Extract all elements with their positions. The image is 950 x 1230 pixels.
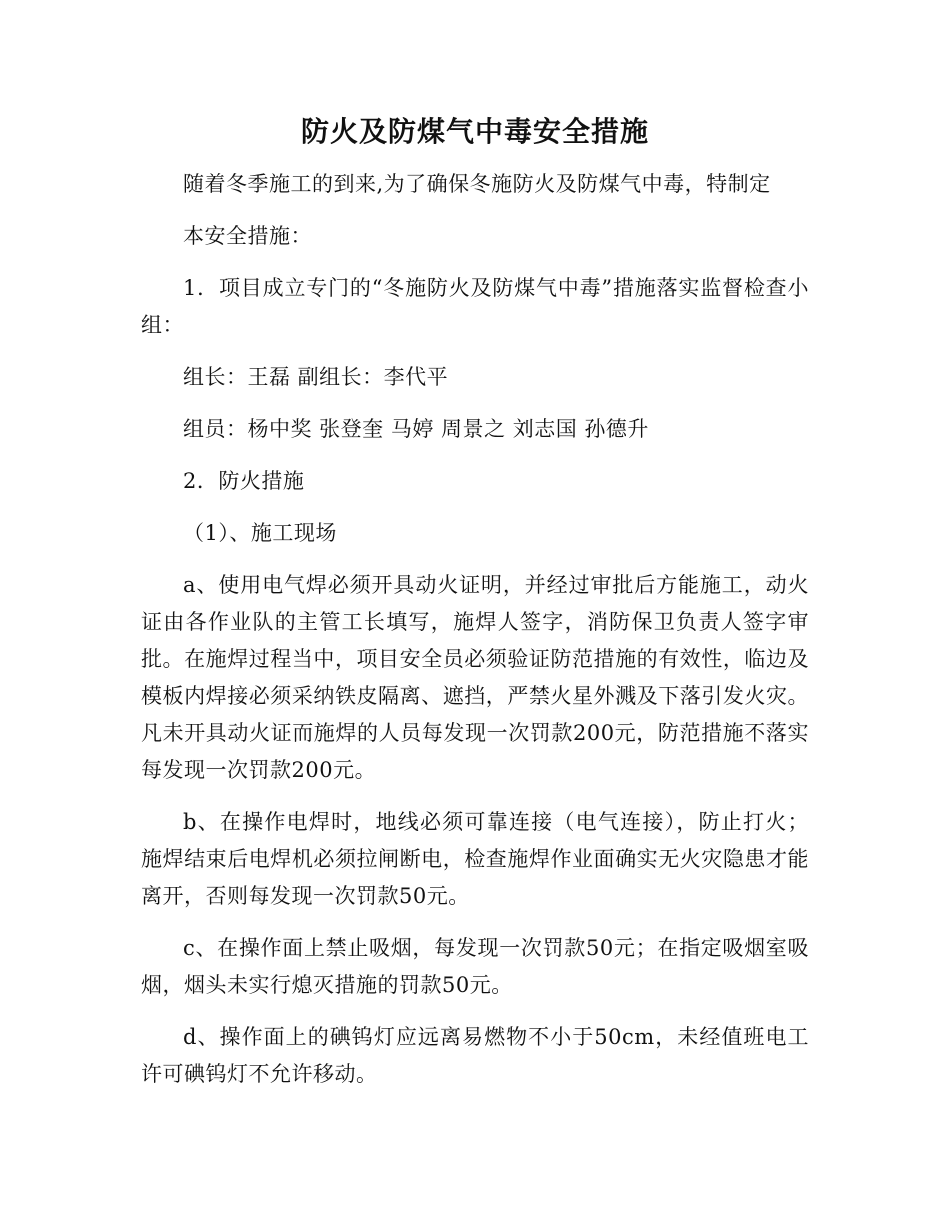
paragraph-b: b、在操作电焊时，地线必须可靠连接（电气连接），防止打火；施焊结束后电焊机必须拉闸断电，检查施焊作业面确实无火灾隐患才能离开，否则每发现一次罚款50元。 (141, 810, 809, 908)
paragraph-subitem-1: （1）、施工现场 (183, 521, 337, 545)
paragraph-a: a、使用电气焊必须开具动火证明，并经过审批后方能施工，动火证由各作业队的主管工长填写，施焊人签字，消防保卫负责人签字审批。在施焊过程当中，项目安全员必须验证防范措施的有效性，临边及模板内焊接必须采纳铁皮隔离、遮挡，严禁火星外溅及下落引发火灾。凡未开具动火证而施焊的人员每发现一次罚款200元，防范措施不落实每发现一次罚款200元。 (141, 573, 809, 782)
paragraph-members: 组员：杨中奖 张登奎 马婷 周景之 刘志国 孙德升 (183, 417, 649, 441)
paragraph-intro: 随着冬季施工的到来,为了确保冬施防火及防煤气中毒，特制定 (183, 172, 771, 196)
paragraph-intro-cont: 本安全措施： (183, 224, 312, 248)
paragraph-item-2: 2．防火措施 (183, 469, 305, 493)
document-title: 防火及防煤气中毒安全措施 (300, 115, 649, 148)
document-page (141, 112, 809, 1108)
paragraph-leaders: 组长：王磊 副组长：李代平 (183, 365, 449, 389)
paragraph-d: d、操作面上的碘钨灯应远离易燃物不小于50cm，未经值班电工许可碘钨灯不允许移动。 (141, 1025, 809, 1086)
paragraph-c: c、在操作面上禁止吸烟，每发现一次罚款50元；在指定吸烟室吸烟，烟头未实行熄灭措施的罚款50元。 (141, 936, 809, 997)
paragraph-item-1: 1．项目成立专门的“冬施防火及防煤气中毒”措施落实监督检查小组： (141, 276, 809, 337)
